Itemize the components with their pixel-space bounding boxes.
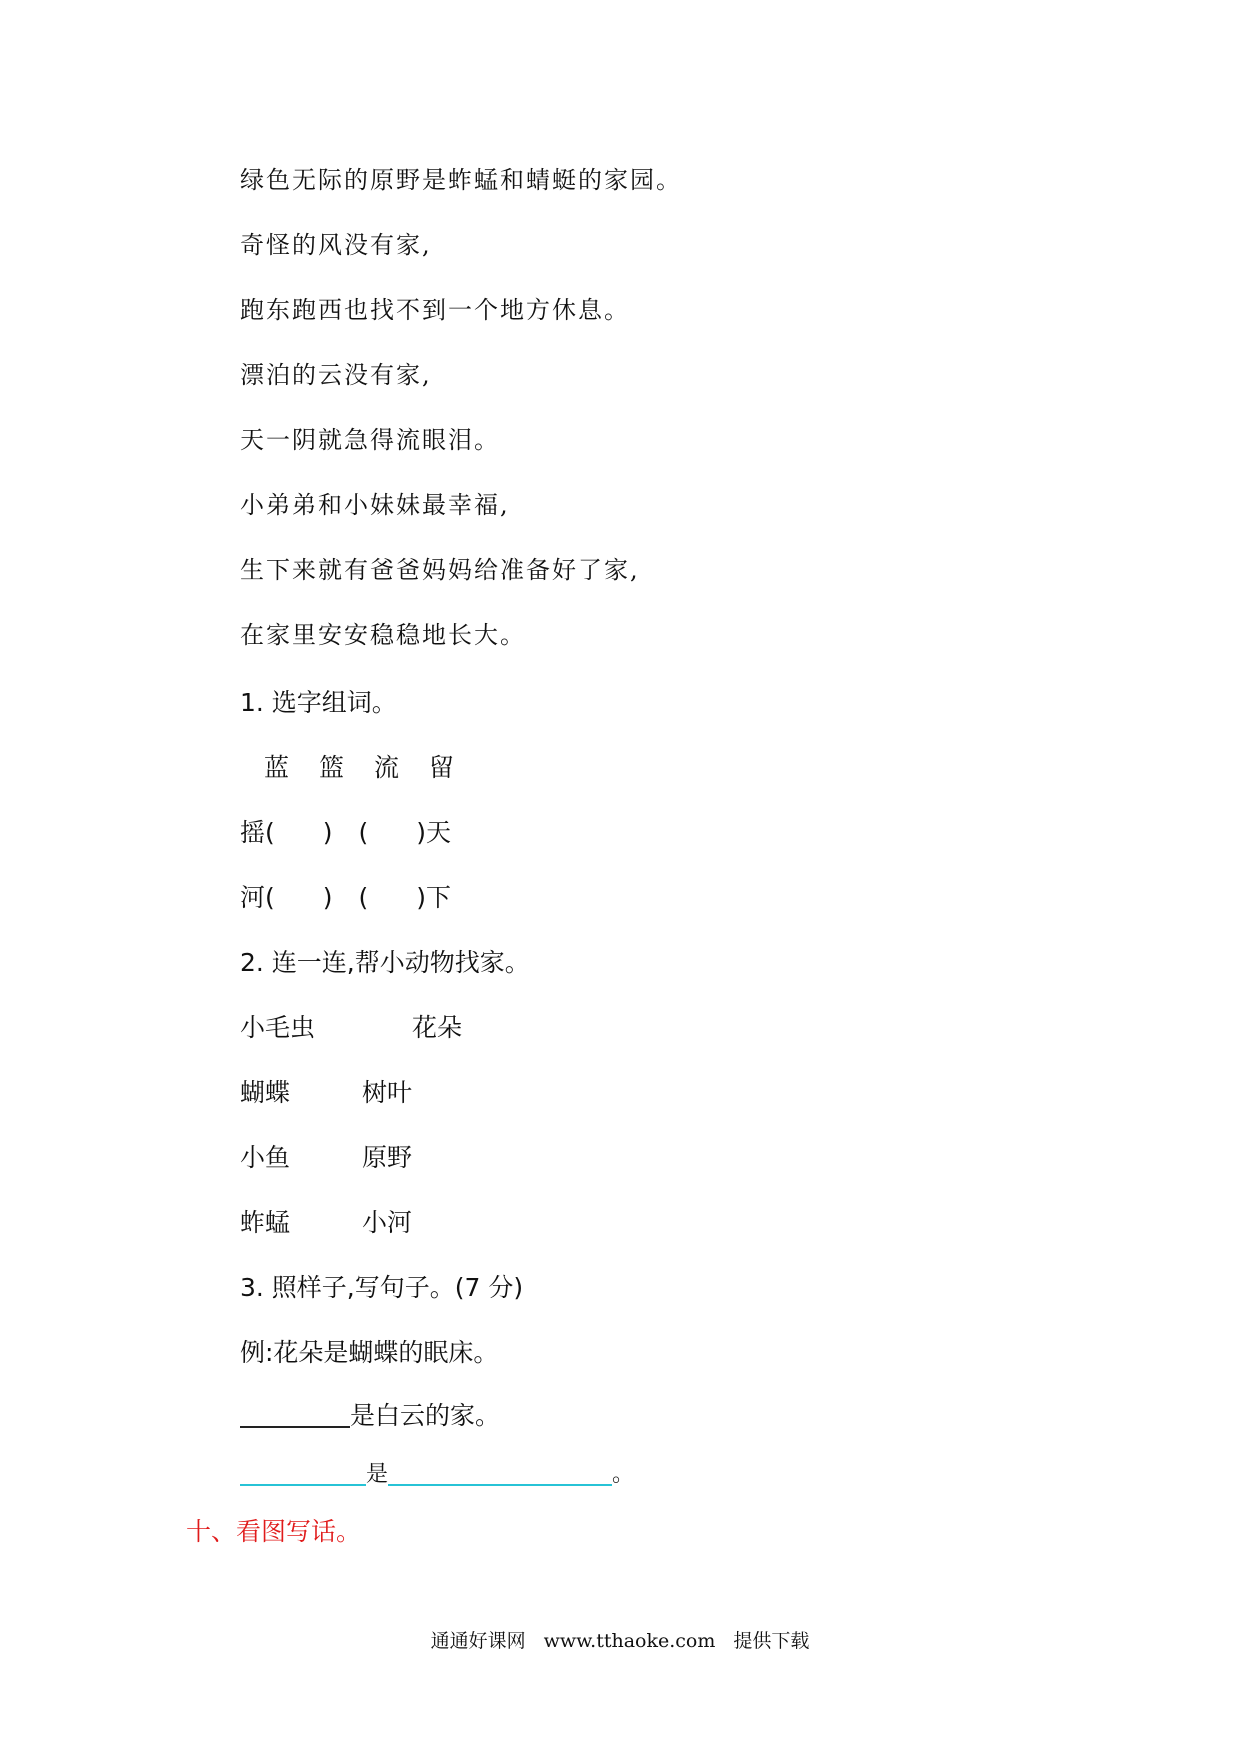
q2-home-3[interactable]: 原野 (362, 1143, 413, 1172)
q1-row1-open: ( (358, 818, 369, 847)
q1-char: 留 (428, 753, 454, 782)
q2-home-2[interactable]: 树叶 (362, 1078, 413, 1107)
q3-blank-1[interactable] (240, 1402, 350, 1428)
q1-title: 1. 选字组词。 (240, 688, 397, 717)
q1-row1-suffix: )天 (416, 818, 452, 847)
q1-row2-suffix: )下 (416, 883, 452, 912)
q3-example: 例:花朵是蝴蝶的眠床。 (240, 1338, 499, 1367)
poem-line-6: 小弟弟和小妹妹最幸福, (240, 491, 510, 519)
q1-row-2 (240, 885, 451, 910)
footer-site: 通通好课网 (430, 1630, 526, 1652)
q1-char: 蓝 (264, 753, 290, 782)
q3-sentence-1 (240, 1402, 500, 1428)
q2-animal-2[interactable]: 蝴蝶 (240, 1078, 291, 1107)
poem-line-7: 生下来就有爸爸妈妈给准备好了家, (240, 556, 640, 584)
q2-home-1[interactable]: 花朵 (412, 1013, 463, 1042)
q3-blank1-suffix: 是白云的家。 (350, 1401, 501, 1430)
footer-url[interactable]: www.tthaoke.com (543, 1630, 716, 1652)
poem-line-5: 天一阴就急得流眼泪。 (240, 426, 500, 454)
q3-sentence-2 (240, 1462, 634, 1486)
q2-title: 2. 连一连,帮小动物找家。 (240, 948, 530, 977)
q1-char: 篮 (318, 753, 344, 782)
q1-row2-mid: ) (322, 883, 333, 912)
poem-line-2: 奇怪的风没有家, (240, 231, 432, 259)
q1-row1-prefix: 摇( (240, 818, 275, 847)
q3-blank-2a[interactable] (240, 1462, 366, 1486)
section-10-title: 十、看图写话。 (186, 1517, 362, 1546)
q2-animal-1[interactable]: 小毛虫 (240, 1013, 316, 1042)
q1-char: 流 (373, 753, 399, 782)
q1-row-1 (240, 820, 451, 845)
poem-line-8: 在家里安安稳稳地长大。 (240, 621, 526, 649)
footer-text: 提供下载 (733, 1630, 810, 1652)
q1-row2-prefix: 河( (240, 883, 275, 912)
q3-blank2-end: 。 (612, 1462, 635, 1487)
q3-title: 3. 照样子,写句子。(7 分) (240, 1273, 524, 1302)
poem-line-1: 绿色无际的原野是蚱蜢和蜻蜓的家园。 (240, 166, 682, 194)
q1-row2-open: ( (358, 883, 369, 912)
q3-blank-2b[interactable] (388, 1462, 612, 1486)
q2-animal-4[interactable]: 蚱蜢 (240, 1208, 291, 1237)
poem-line-3: 跑东跑西也找不到一个地方休息。 (240, 296, 630, 324)
q3-blank2-mid: 是 (366, 1462, 389, 1487)
poem-line-4: 漂泊的云没有家, (240, 361, 432, 389)
q1-row1-mid: ) (322, 818, 333, 847)
page-footer (0, 1626, 1240, 1653)
q2-home-4[interactable]: 小河 (362, 1208, 413, 1237)
q1-char-options (264, 755, 476, 780)
q2-animal-3[interactable]: 小鱼 (240, 1143, 291, 1172)
